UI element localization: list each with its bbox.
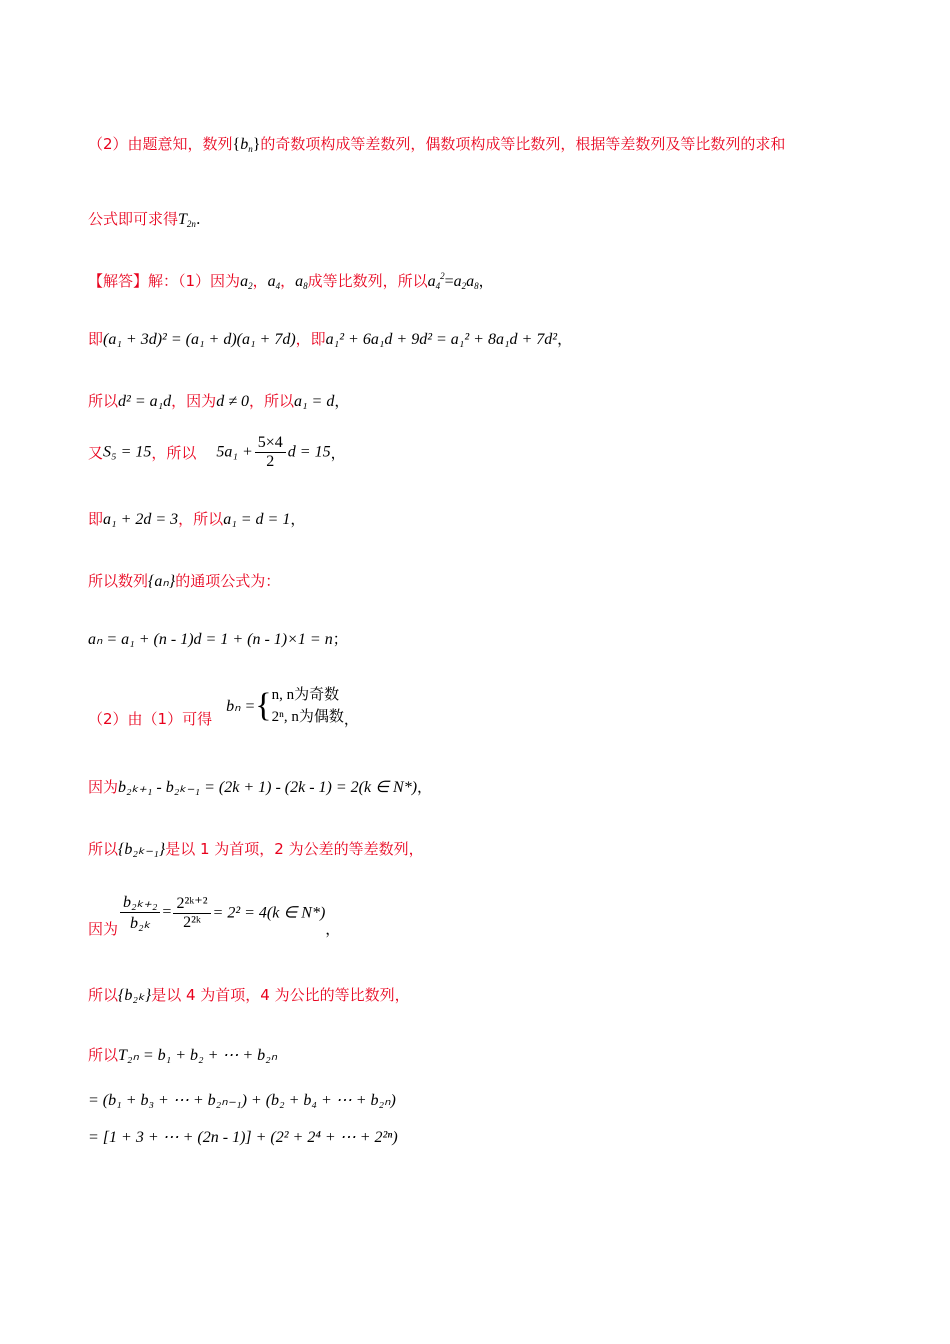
piecewise-brace: { (255, 687, 272, 724)
solution-line-6: 所以数列{aₙ}的通项公式为： (88, 572, 281, 590)
general-term: aₙ = a₁ + (n - 1)d = 1 + (n - 1)×1 = n (88, 631, 333, 648)
solution-line-15: = [1 + 3 + ⋯ + (2n - 1)] + (2² + 2⁴ + ⋯ + 2²ⁿ) (88, 1129, 398, 1146)
fraction-5x4-over-2: $\frac{5\times 4}{2}$ (255, 434, 286, 471)
fraction-b-ratio: $\frac{\text{b₂ₖ₊₂}}{\text{b₂ₖ}}$ (120, 892, 160, 933)
solution-line-1: 【解答】解：（1）因为$a_2$，$a_4$，$a_8$成等比数列，所以$a_4^2=a_2a_8$， (88, 271, 494, 291)
sum-T2n: T₂ₙ = b₁ + b₂ + ⋯ + b₂ₙ (118, 1047, 278, 1064)
piecewise-cases: n, n为奇数 2ⁿ, n为偶数 (271, 687, 344, 725)
eq-square: (a₁ + 3d)² = (a₁ + d)(a₁ + 7d) (103, 331, 296, 348)
solution-line-14: = (b₁ + b₃ + ⋯ + b₂ₙ₋₁) + (b₂ + b₄ + ⋯ + b₂ₙ) (88, 1092, 396, 1109)
eq-expand: a₁² + 6a₁d + 9d² = a₁² + 8a₁d + 7d² (325, 331, 558, 348)
solution-label: 【解答】 (88, 272, 149, 290)
solution-line-9: 因为b₂ₖ₊₁ - b₂ₖ₋₁ = (2k + 1) - (2k - 1) = 2(k ∈ N*)， (88, 778, 433, 796)
solution-line-11: 因为 $\frac{\text{b₂ₖ₊₂}}{\text{b₂ₖ}}$ = $\frac{\text{2²ᵏ⁺²}}{\text{2²ᵏ}}$ = 2² = 4(k ∈ N*)， (88, 894, 341, 938)
hint-line-2: 公式即可求得$T_{2n}$. (88, 210, 201, 229)
hint-line-1: （2）由题意知，数列$\{b_n\}$的奇数项构成等差数列，偶数项构成等比数列，根据等差数列及等比数列的求和 (88, 135, 786, 154)
T2n: $T_{2n}$ (178, 211, 196, 229)
solution-line-10: 所以{b₂ₖ₋₁}是以 1 为首项，2 为公差的等差数列， (88, 840, 424, 858)
solution-line-12: 所以{b₂ₖ}是以 4 为首项，4 为公比的等比数列， (88, 986, 410, 1004)
solution-line-7: aₙ = a₁ + (n - 1)d = 1 + (n - 1)×1 = n； (88, 630, 348, 648)
solution-line-13: 所以T₂ₙ = b₁ + b₂ + ⋯ + b₂ₙ (88, 1046, 278, 1064)
solution-line-3: 所以d² = a₁d，因为d ≠ 0，所以a₁ = d， (88, 392, 350, 410)
solution-line-4: 又S₅ = 15，所以 5a₁ + $\frac{5\times 4}{2}$ d = 15， (88, 434, 346, 470)
seq-bn: $\{b_n\}$ (232, 136, 261, 154)
solution-line-8: （2）由（1）可得bₙ ={ n, n为奇数 2ⁿ, n为偶数 ， (88, 684, 359, 728)
fraction-power-ratio: $\frac{\text{2²ᵏ⁺²}}{\text{2²ᵏ}}$ (173, 893, 210, 932)
solution-line-2: 即(a₁ + 3d)² = (a₁ + d)(a₁ + 7d)，即a₁² + 6a₁d + 9d² = a₁² + 8a₁d + 7d²， (88, 330, 573, 348)
solution-line-5: 即a₁ + 2d = 3，所以a₁ = d = 1， (88, 510, 306, 528)
